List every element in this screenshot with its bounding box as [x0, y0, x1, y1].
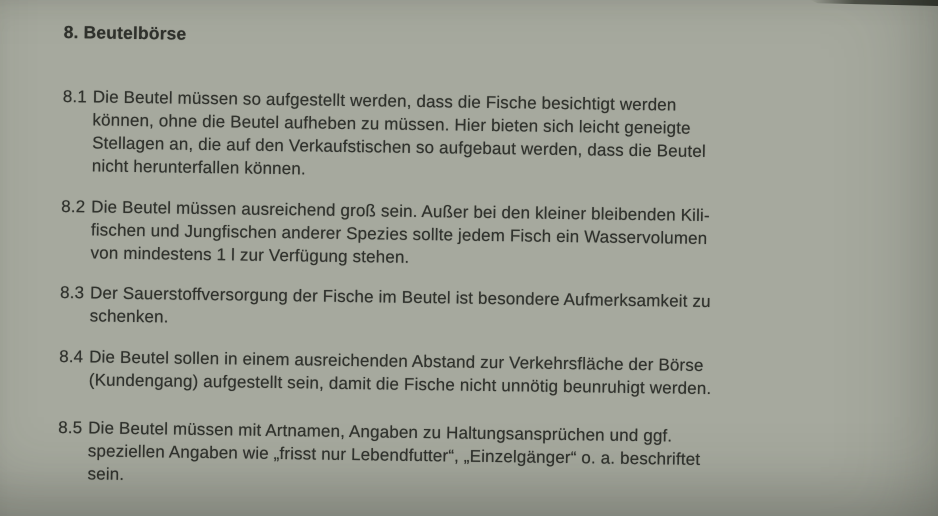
section-text: [89, 345, 712, 400]
text-line: von mindestens 1 l zur Verfügung stehen.: [90, 243, 410, 267]
section-8-5: [57, 416, 888, 497]
section-number: 8.1: [62, 86, 88, 107]
text-line: Die Beutel müssen mit Artnamen, Angaben zu Haltungsansprüchen und ggf.: [88, 418, 673, 446]
section-number: 8.5: [58, 417, 83, 438]
text-line: Die Beutel müssen ausreichend groß sein. Außer bei den kleiner bleibenden Kili-: [91, 197, 710, 226]
text-line: Die Beutel sollen in einem ausreichenden Abstand zur Verkehrsfläche der Börse: [89, 347, 704, 375]
section-8-2: [60, 195, 891, 276]
text-line: sein.: [87, 464, 125, 484]
section-text: [87, 416, 700, 494]
text-line: fischen und Jungfischen anderer Spezies sollte jedem Fisch ein Wasservolumen: [90, 220, 708, 249]
text-line: Der Sauerstoffversorgung der Fische im Beutel ist besondere Aufmerksamkeit zu: [89, 283, 711, 312]
text-line: Stellagen an, die auf den Verkaufstischen so aufgebaut werden, dass die Beutel: [92, 133, 706, 161]
section-number: 8.4: [59, 346, 84, 367]
document-heading: 8. Beutelbörse: [63, 21, 187, 44]
text-line: speziellen Angaben wie „frisst nur Lebendfutter“, „Einzelgänger“ o. a. beschriftet: [87, 441, 701, 469]
document-content: [57, 10, 894, 497]
section-text: [90, 195, 709, 273]
section-number: 8.3: [59, 282, 85, 303]
section-8-4: [59, 345, 890, 403]
text-line: nicht herunterfallen können.: [91, 156, 306, 179]
text-line: Die Beutel müssen so aufgestellt werden, dass die Fische besichtigt werden: [92, 87, 677, 115]
section-text: [92, 85, 707, 186]
section-number: 8.2: [61, 196, 86, 217]
paper-edge-shadow: [810, 0, 938, 6]
section-8-3: [60, 281, 891, 339]
text-line: (Kundengang) aufgestellt sein, damit die Fische nicht unnötig beunruhigt werden.: [88, 370, 712, 399]
section-text: [90, 281, 711, 336]
text-line: schenken.: [89, 306, 169, 327]
section-8-1: [62, 85, 893, 189]
text-line: können, ohne die Beutel aufheben zu müssen. Hier bieten sich leicht geneigte: [92, 110, 691, 138]
